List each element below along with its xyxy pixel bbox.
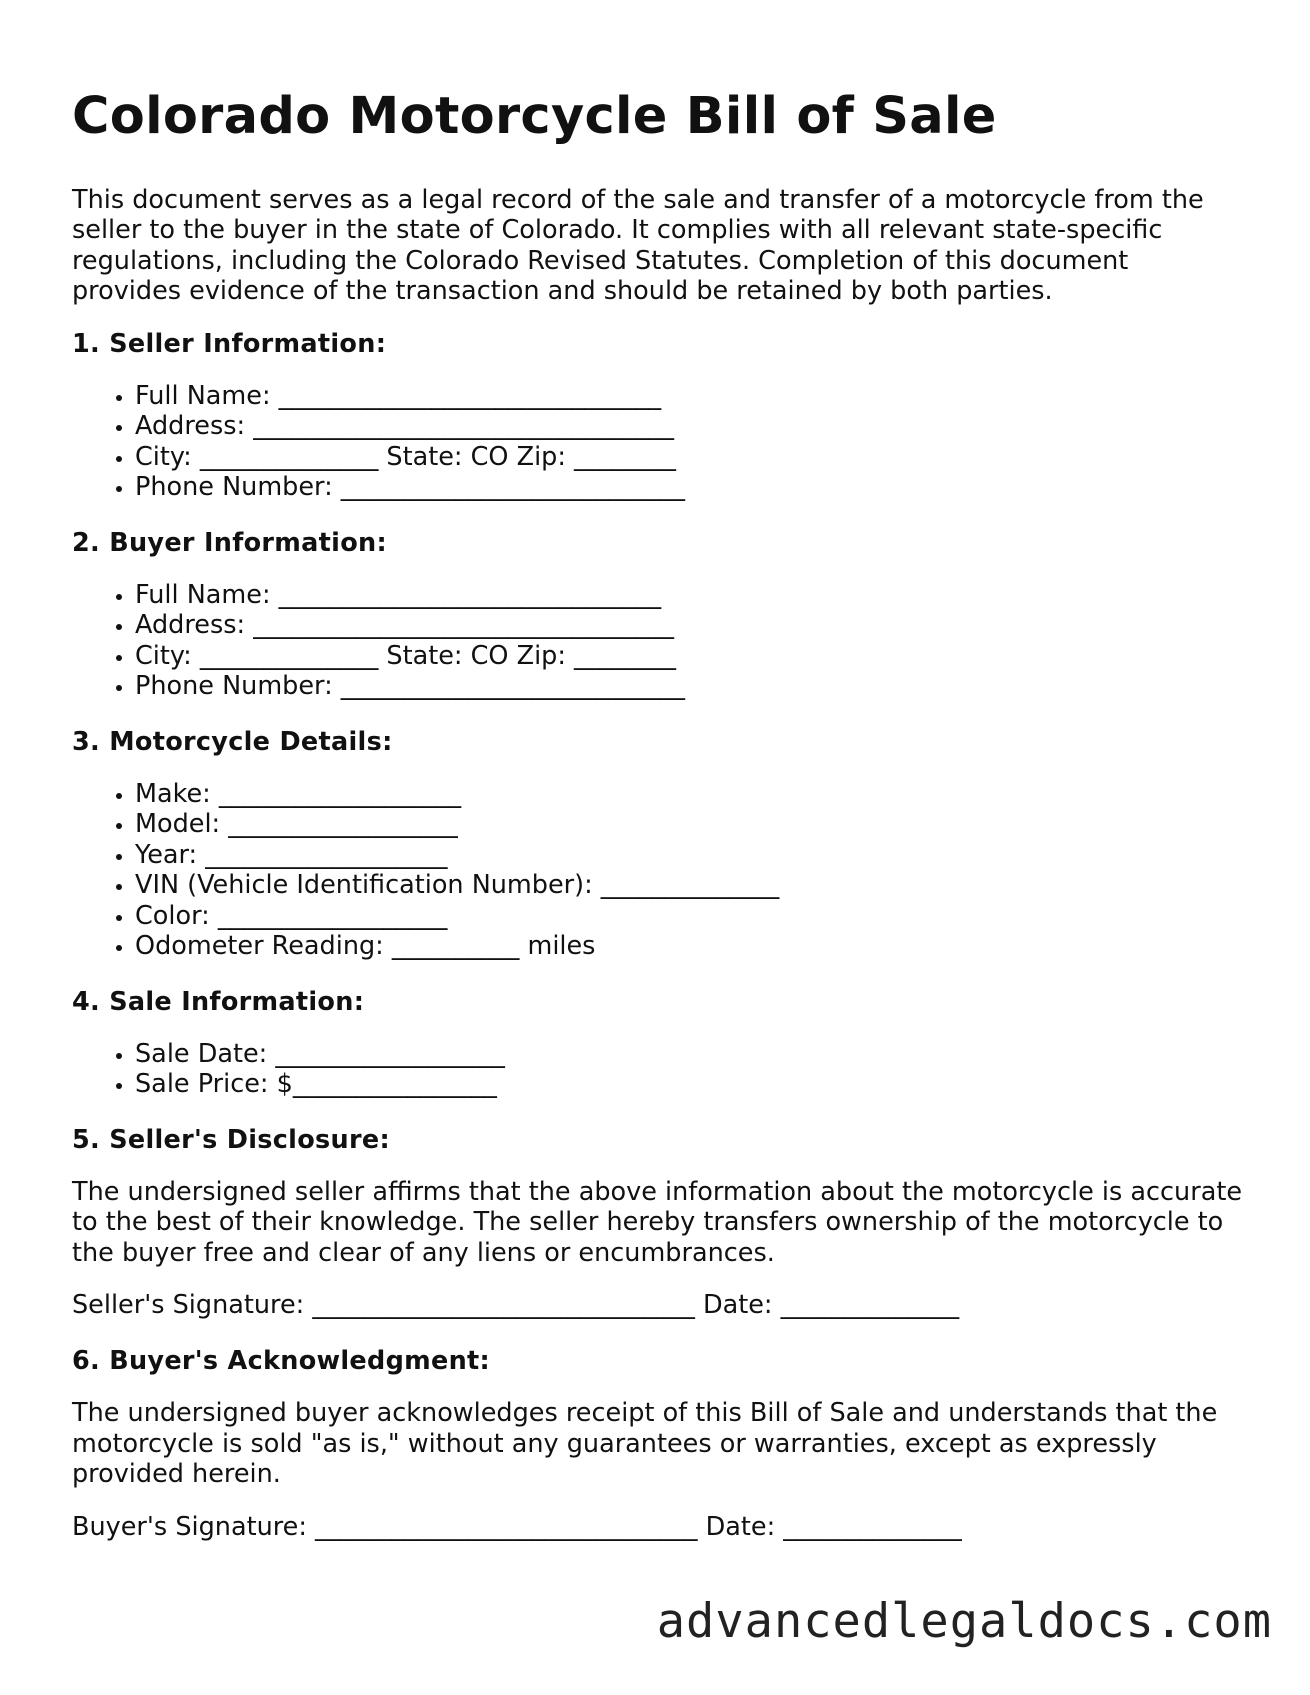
sale-date-field: • Sale Date: __________________: [135, 1039, 1242, 1070]
buyer-info-heading: 2. Buyer Information:: [72, 527, 387, 558]
motorcycle-details-heading: 3. Motorcycle Details:: [72, 726, 393, 757]
buyer-acknowledgment-heading: 6. Buyer's Acknowledgment:: [72, 1346, 491, 1377]
motorcycle-details-list: [72, 779, 1242, 962]
seller-disclosure-text: The undersigned seller affirms that the above information about the motorcycle is accurate to the best of their knowledge. The seller hereby transfers ownership of the motorcycle to the buyer free and clear of any liens or encumbrances.: [72, 1176, 1243, 1268]
sale-info-list: [72, 1039, 1242, 1100]
buyer-acknowledgment-text: The undersigned buyer acknowledges receipt of this Bill of Sale and understands that the motorcycle is sold "as is," without any guarantees or warranties, except as expressly provided herein.: [72, 1398, 1218, 1490]
sale-price-field: • Sale Price: $________________: [135, 1069, 1242, 1100]
buyer-phone-field: • Phone Number: ___________________________: [135, 671, 1242, 702]
seller-info-list: [72, 381, 1242, 503]
seller-city-state-zip-field: • City: ______________ State: CO Zip: ________: [135, 442, 1242, 473]
seller-full-name-field: • Full Name: ______________________________: [135, 381, 1242, 412]
seller-signature-line: Seller's Signature: ______________________________ Date: ______________: [72, 1290, 960, 1321]
buyer-info-list: [72, 580, 1242, 702]
watermark: advancedlegaldocs.com: [656, 1594, 1272, 1649]
buyer-full-name-field: • Full Name: ______________________________: [135, 580, 1242, 611]
seller-address-field: • Address: _________________________________: [135, 411, 1242, 442]
model-field: • Model: __________________: [135, 809, 1242, 840]
buyer-address-field: • Address: _________________________________: [135, 610, 1242, 641]
seller-phone-field: • Phone Number: ___________________________: [135, 472, 1242, 503]
year-field: • Year: ___________________: [135, 840, 1242, 871]
sale-info-heading: 4. Sale Information:: [72, 986, 365, 1017]
color-field: • Color: __________________: [135, 901, 1242, 932]
intro-paragraph: This document serves as a legal record of the sale and transfer of a motorcycle from the seller to the buyer in the state of Colorado. It complies with all relevant state-specific regulations, including the Colorado Revised Statutes. Completion of this document provides evidence of the transaction and should be retained by both parties.: [72, 184, 1204, 307]
page-title: Colorado Motorcycle Bill of Sale: [72, 87, 997, 146]
vin-field: • VIN (Vehicle Identification Number): ______________: [135, 870, 1242, 901]
buyer-city-state-zip-field: • City: ______________ State: CO Zip: ________: [135, 641, 1242, 672]
seller-disclosure-heading: 5. Seller's Disclosure:: [72, 1124, 390, 1155]
seller-info-heading: 1. Seller Information:: [72, 328, 387, 359]
document-page: [72, 88, 1242, 1568]
buyer-signature-line: Buyer's Signature: ______________________________ Date: ______________: [72, 1511, 962, 1542]
make-field: • Make: ___________________: [135, 779, 1242, 810]
odometer-field: • Odometer Reading: __________ miles: [135, 931, 1242, 962]
